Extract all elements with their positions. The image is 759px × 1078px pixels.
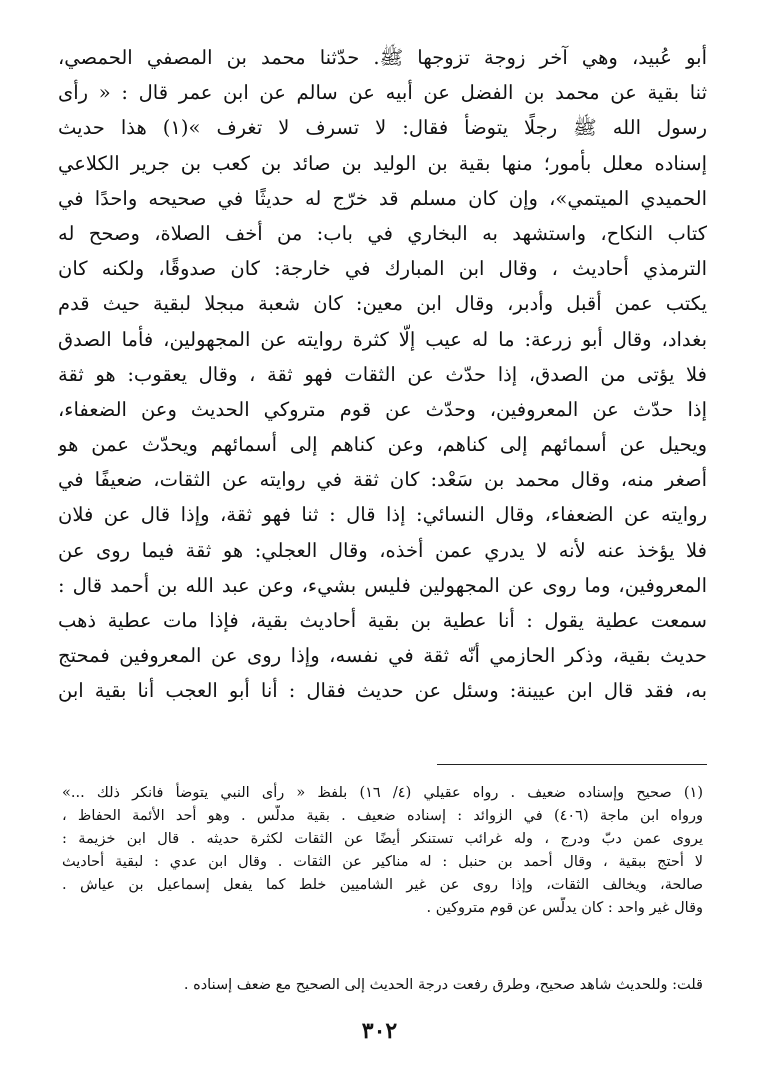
main-text-line: رسول الله ﷺ رجلًا يتوضأ فقال: لا تسرف لا تغرف »(١) هذا حديث — [58, 116, 707, 140]
footnote-line: ورواه ابن ماجة (٤٠٦) في الزوائد : إسناده ضعيف . بقية مدلّس . وهو أحد الأئمة الحفاظ ، — [62, 808, 703, 824]
footnote-line: وقال غير واحد : كان يدلّس عن قوم متروكين . — [426, 900, 703, 916]
main-text-line: الحميدي الميتمي»، وإن كان مسلم قد خرّج له حديثًا في صحيحه واحدًا في — [58, 186, 707, 210]
footnote-line: يروى عمن دبّ ودرج ، وله غرائب تستنكر أيضًا عن الثقات لكثرة حديثه . قال ابن خزيمة : — [62, 831, 703, 847]
main-text-line: به، فقد قال ابن عيينة: وسئل عن حديث فقال : أنا أبو العجب أنا بقية ابن — [58, 679, 707, 703]
main-text-line: بغداد، وقال أبو زرعة: ما له عيب إلّا كثرة روايته عن المجهولين، فأما الصدق — [58, 327, 707, 351]
main-text-line: ثنا بقية عن محمد بن الفضل عن أبيه عن سالم عن ابن عمر قال : « رأى — [58, 81, 707, 105]
main-text — [58, 40, 707, 709]
page-number: ٣٠٢ — [361, 1018, 398, 1044]
main-text-line: كتاب النكاح، واستشهد به البخاري في باب: من أخف الصلاة، وصحح له — [58, 221, 707, 245]
main-text-line: الترمذي أحاديث ، وقال ابن المبارك في خارجة: كان صدوقًا، ولكنه كان — [58, 257, 707, 281]
main-text-line: سمعت عطية يقول : أنا عطية بن بقية أحاديث بقية، فإذا مات عطية ذهب — [58, 609, 707, 632]
main-text-line: إذا حدّث عن المعروفين، وحدّث عن قوم متروكي الحديث وعن الضعفاء، — [58, 397, 707, 421]
footnotes — [62, 782, 703, 920]
footnote-line: (١) صحيح وإسناده ضعيف . رواه عقيلي (٤/ ١٦) بلفظ « رأى النبي يتوضأ فانكر ذلك ...» — [62, 785, 703, 801]
footnote-line: لا أحتج ببقية ، وقال أحمد بن حنبل : له مناكير عن الثقات . وقال ابن عدي : لبقية أحاديث — [62, 854, 703, 870]
main-text-line: روايته عن الضعفاء، وقال النسائي: إذا قال : ثنا فهو ثقة، وإذا قال عن فلان — [58, 503, 707, 527]
main-text-line: يكتب عمن أقبل وأدبر، وقال ابن معين: كان شعبة مبجلا لبقية حيث قدم — [58, 292, 707, 316]
main-text-line: ويحيل عن أسمائهم إلى كناهم، وعن كناهم إلى أسمائهم ويحدّث عمن هو — [58, 433, 707, 457]
main-text-line: إسناده معلل بأمور؛ منها بقية بن الوليد بن صائد بن كعب بن جرير الكلاعي — [58, 151, 707, 175]
main-text-line: أبو عُبيد، وهي آخر زوجة تزوجها ﷺ. حدّثنا محمد بن المصفي الحمصي، — [58, 46, 707, 69]
footnote-separator — [437, 764, 707, 765]
main-text-line: فلا يؤتى من الصدق، إذا حدّث عن الثقات فهو ثقة ، وقال يعقوب: هو ثقة — [58, 362, 707, 386]
main-text-line: أصغر منه، وقال محمد بن سَعْد: كان ثقة في روايته عن الثقات، ضعيفًا في — [58, 468, 707, 492]
footnote-line: صالحة، ويخالف الثقات، وإذا روى عن غير الشاميين خلط كما يفعل إسماعيل بن عياش . — [62, 877, 703, 893]
editor-note: قلت: وللحديث شاهد صحيح، وطرق رفعت درجة الحديث إلى الصحيح مع ضعف إسناده . — [183, 977, 703, 993]
main-text-line: حديث بقية، وذكر الحازمي أنّه ثقة في نفسه، وإذا روى عن المعروفين فمحتج — [58, 644, 707, 668]
main-text-line: المعروفين، وما روى عن المجهولين فليس بشيء، وعن عبد الله بن أحمد قال : — [58, 573, 707, 597]
main-text-line: فلا يؤخذ عنه لأنه لا يدري عمن أخذه، وقال العجلي: هو ثقة فيما روى عن — [58, 538, 707, 562]
